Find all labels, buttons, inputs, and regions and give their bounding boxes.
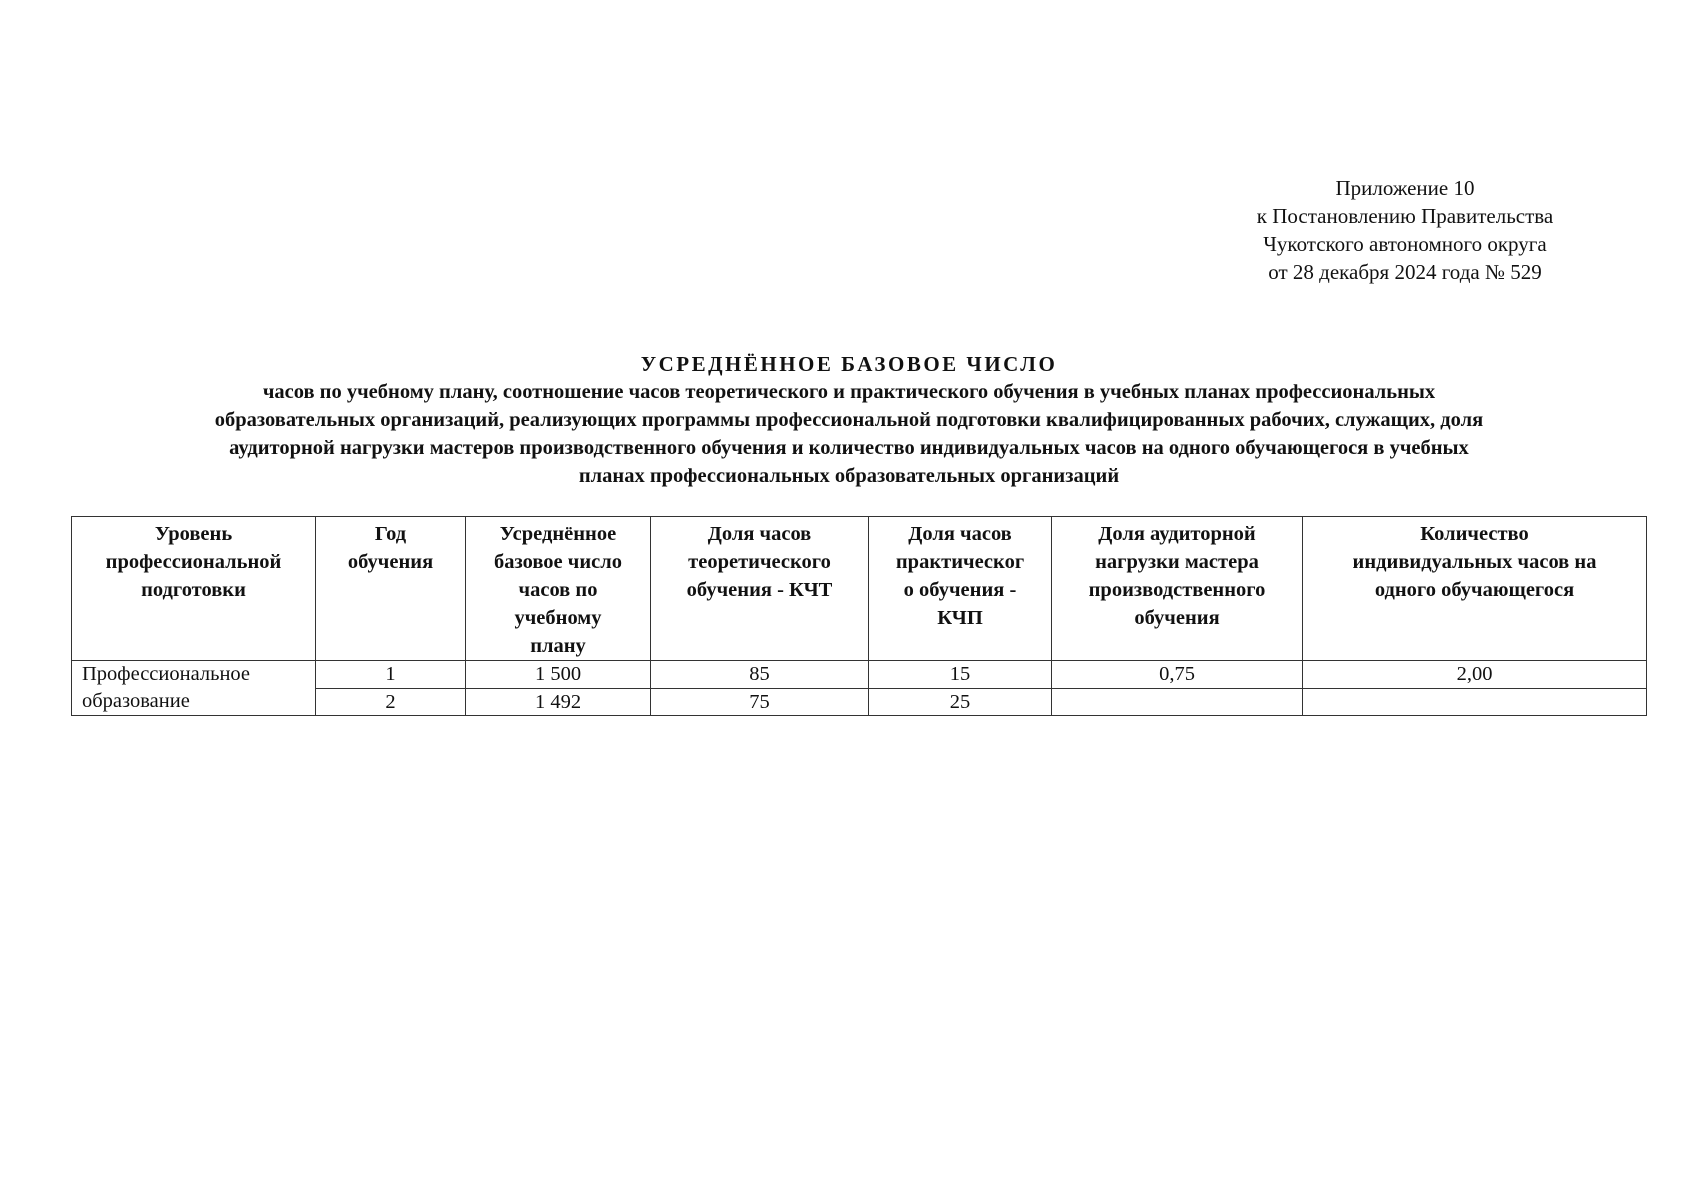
year-cell: 2 [316, 688, 466, 716]
appendix-line: Приложение 10 [1335, 176, 1475, 200]
header-level: Уровень профессиональной подготовки [72, 517, 316, 661]
document-subtitle [90, 378, 1608, 490]
header-individual-hours: Количество индивидуальных часов на одного обучающегося [1303, 517, 1647, 661]
appendix-block [1195, 174, 1615, 286]
subtitle-line: образовательных организаций, реализующих программы профессиональной подготовки квалифицированных рабочих, служащих, доля [214, 409, 1484, 431]
kchp-cell: 25 [869, 688, 1052, 716]
kchp-cell: 15 [869, 661, 1052, 689]
kcht-cell: 75 [651, 688, 869, 716]
master-share-cell [1052, 688, 1303, 716]
hours-cell: 1 500 [466, 661, 651, 689]
level-cell: Профессиональное образование [72, 661, 316, 716]
header-row [72, 517, 1647, 661]
table-row [72, 661, 1647, 689]
subtitle-line: часов по учебному плану, соотношение часов теоретического и практического обучения в учебных планах профессиональных [262, 381, 1436, 403]
header-year: Год обучения [316, 517, 466, 661]
individual-hours-cell: 2,00 [1303, 661, 1647, 689]
subtitle-line: аудиторной нагрузки мастеров производственного обучения и количество индивидуальных часов на одного обучающегося в учебных [229, 437, 1469, 459]
header-hours: Усреднённое базовое число часов по учебному плану [466, 517, 651, 661]
hours-cell: 1 492 [466, 688, 651, 716]
master-share-cell: 0,75 [1052, 661, 1303, 689]
appendix-line: Чукотского автономного округа [1263, 232, 1547, 256]
subtitle-line: планах профессиональных образовательных организаций [578, 465, 1120, 487]
document-title: УСРЕДНЁННОЕ БАЗОВОЕ ЧИСЛО [640, 352, 1058, 376]
header-master-share: Доля аудиторной нагрузки мастера производственного обучения [1052, 517, 1303, 661]
appendix-line: от 28 декабря 2024 года № 529 [1268, 260, 1542, 284]
individual-hours-cell [1303, 688, 1647, 716]
header-kchp: Доля часов практическог о обучения - КЧП [869, 517, 1052, 661]
appendix-line: к Постановлению Правительства [1256, 204, 1554, 228]
header-kcht: Доля часов теоретического обучения - КЧТ [651, 517, 869, 661]
kcht-cell: 85 [651, 661, 869, 689]
year-cell: 1 [316, 661, 466, 689]
data-table [71, 516, 1647, 716]
